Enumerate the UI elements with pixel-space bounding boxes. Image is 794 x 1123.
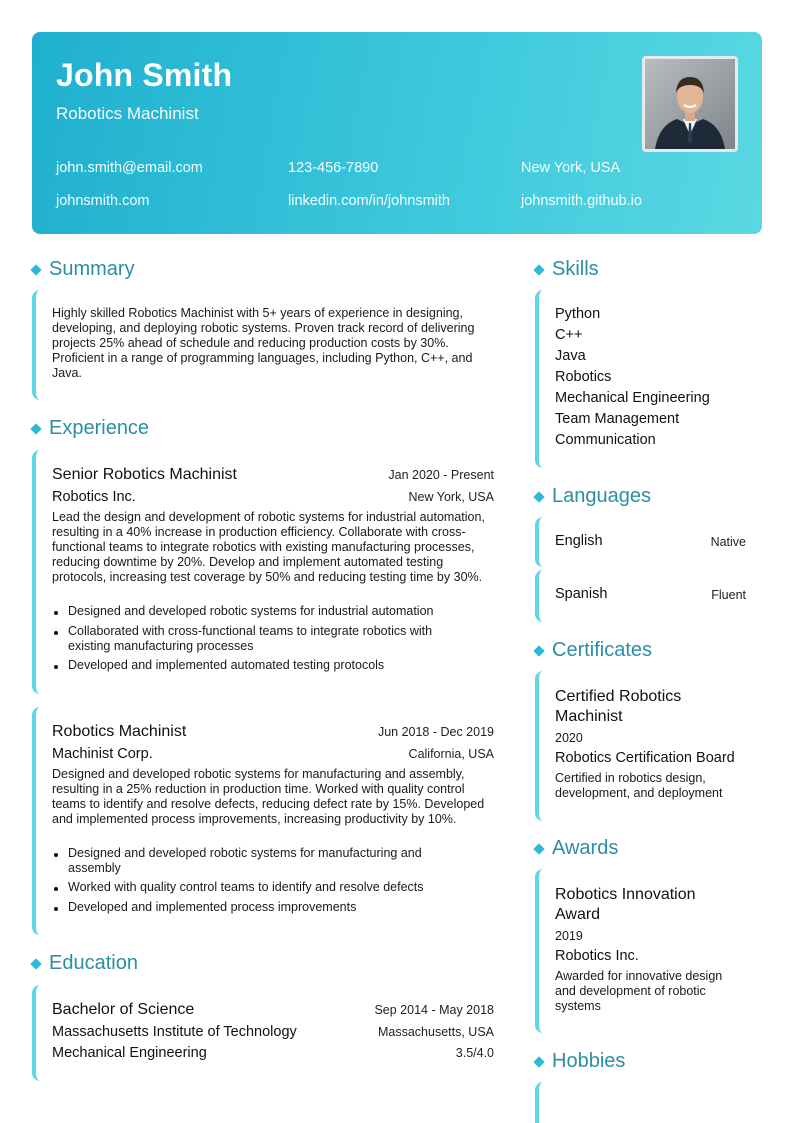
award-year: 2019 [555, 929, 583, 943]
diamond-icon [533, 1056, 544, 1067]
experience-heading-label: Experience [49, 417, 150, 439]
award-description: Awarded for innovative design and development of robotic systems [555, 969, 723, 1013]
candidate-name: John Smith [56, 57, 233, 93]
job-description: Designed and developed robotic systems for manufacturing and assembly, resulting in a 25% reduction in production time. Worked with quality control teams to identify and resolve defects, reducing defect rate by 15%. Developed and implemented process improvements, increasing productivity by 10%. [52, 767, 485, 826]
bullet-icon [54, 853, 58, 857]
diamond-icon [533, 264, 544, 275]
education-gpa: 3.5/4.0 [455, 1046, 494, 1060]
skill-item: Robotics [555, 369, 612, 385]
education-heading [30, 952, 138, 975]
diamond-icon [533, 843, 544, 854]
job-dates: Jan 2020 - Present [388, 468, 494, 482]
list-item [52, 880, 482, 895]
education-field: Mechanical Engineering [52, 1045, 207, 1061]
award-name-line2: Award [555, 906, 601, 923]
language-name: Spanish [555, 586, 608, 602]
summary-card [32, 290, 498, 400]
contact-email[interactable]: john.smith@email.com [56, 160, 203, 176]
job-title: Robotics Machinist [52, 723, 187, 740]
skill-item: Python [555, 306, 601, 322]
bullet-icon [54, 907, 58, 911]
awards-heading-label: Awards [552, 837, 619, 859]
list-item [52, 658, 482, 673]
diamond-icon [30, 958, 41, 969]
job-company: Machinist Corp. [52, 746, 153, 762]
skill-item: C++ [555, 327, 583, 343]
hobbies-heading-label: Hobbies [552, 1050, 626, 1072]
list-item [52, 846, 452, 876]
hobbies-card [535, 1082, 762, 1123]
certificate-issuer: Robotics Certification Board [555, 750, 735, 766]
education-card [32, 985, 498, 1081]
job-company: Robotics Inc. [52, 489, 136, 505]
job-description: Lead the design and development of robotic systems for industrial automation, resulting in a 40% increase in production efficiency. Collaborate with cross-functional teams to integrate robotics with existing manufacturing processes, reducing downtime by 20%. Develop and implement automated testing protocols, increasing test coverage by 50% and reducing testing time by 30%. [52, 510, 485, 584]
skills-heading [533, 258, 599, 281]
award-name-line1: Robotics Innovation [555, 886, 696, 903]
education-location: Massachusetts, USA [377, 1025, 494, 1039]
profile-photo-image [645, 59, 735, 149]
contact-location: New York, USA [521, 160, 621, 176]
bullet-text: Designed and developed robotic systems for industrial automation [68, 604, 434, 618]
contact-website[interactable]: johnsmith.com [56, 193, 150, 209]
bullet-icon [54, 887, 58, 891]
education-school: Massachusetts Institute of Technology [52, 1024, 297, 1040]
diamond-icon [533, 645, 544, 656]
skill-item: Mechanical Engineering [555, 390, 710, 406]
languages-heading [533, 485, 651, 508]
certificate-name-line2: Machinist [555, 708, 623, 725]
education-dates: Sep 2014 - May 2018 [374, 1003, 494, 1017]
language-card-spanish [535, 570, 762, 622]
bullet-text: Collaborated with cross-functional teams to integrate robotics with existing manufacturing processes [68, 624, 433, 653]
job-location: California, USA [408, 747, 494, 761]
education-heading-label: Education [49, 952, 138, 974]
list-item [52, 900, 482, 915]
language-level: Native [710, 535, 746, 549]
bullet-icon [54, 611, 58, 615]
experience-heading [30, 417, 149, 440]
resume-header [32, 32, 762, 234]
certificates-heading [533, 639, 652, 662]
skills-card [535, 290, 762, 468]
diamond-icon [533, 491, 544, 502]
language-card-english [535, 517, 762, 567]
bullet-icon [54, 631, 58, 635]
bullet-text: Developed and implemented automated testing protocols [68, 658, 385, 672]
bullet-text: Designed and developed robotic systems for manufacturing and assembly [68, 846, 422, 875]
diamond-icon [30, 423, 41, 434]
experience-card-1 [32, 450, 498, 694]
skills-heading-label: Skills [552, 258, 599, 280]
profile-photo [642, 56, 738, 152]
certificate-year: 2020 [555, 731, 583, 745]
list-item [52, 624, 472, 654]
candidate-role: Robotics Machinist [56, 104, 199, 123]
education-degree: Bachelor of Science [52, 1001, 195, 1018]
language-name: English [555, 533, 603, 549]
bullet-text: Developed and implemented process improvements [68, 900, 357, 914]
certificates-heading-label: Certificates [552, 639, 653, 661]
contact-phone[interactable]: 123-456-7890 [288, 160, 379, 176]
summary-heading [30, 258, 135, 281]
diamond-icon [30, 264, 41, 275]
skill-item: Team Management [555, 411, 680, 427]
job-location: New York, USA [408, 490, 494, 504]
summary-text: Highly skilled Robotics Machinist with 5+ years of experience in designing, developing, and deploying robotic systems. Proven track record of delivering projects 25% ahead of schedule and reducing production costs by 30%. Proficient in a range of programming languages, including Python, C++, and Java. [52, 306, 475, 380]
experience-card-2 [32, 707, 498, 935]
award-issuer: Robotics Inc. [555, 948, 639, 964]
certificate-description: Certified in robotics design, development, and deployment [555, 771, 723, 800]
hobbies-heading [533, 1050, 625, 1073]
award-card [535, 869, 762, 1033]
contact-github[interactable]: johnsmith.github.io [521, 193, 642, 209]
skill-item: Java [555, 348, 586, 364]
bullet-text: Worked with quality control teams to identify and resolve defects [68, 880, 424, 894]
certificate-name-line1: Certified Robotics [555, 688, 682, 705]
language-level: Fluent [711, 588, 746, 602]
list-item [52, 604, 482, 619]
job-title: Senior Robotics Machinist [52, 466, 237, 483]
certificate-card [535, 671, 762, 821]
awards-heading [533, 837, 618, 860]
skill-item: Communication [555, 432, 656, 448]
bullet-icon [54, 665, 58, 669]
languages-heading-label: Languages [552, 485, 651, 507]
summary-heading-label: Summary [49, 258, 135, 280]
job-dates: Jun 2018 - Dec 2019 [377, 725, 494, 739]
contact-linkedin[interactable]: linkedin.com/in/johnsmith [288, 193, 450, 209]
